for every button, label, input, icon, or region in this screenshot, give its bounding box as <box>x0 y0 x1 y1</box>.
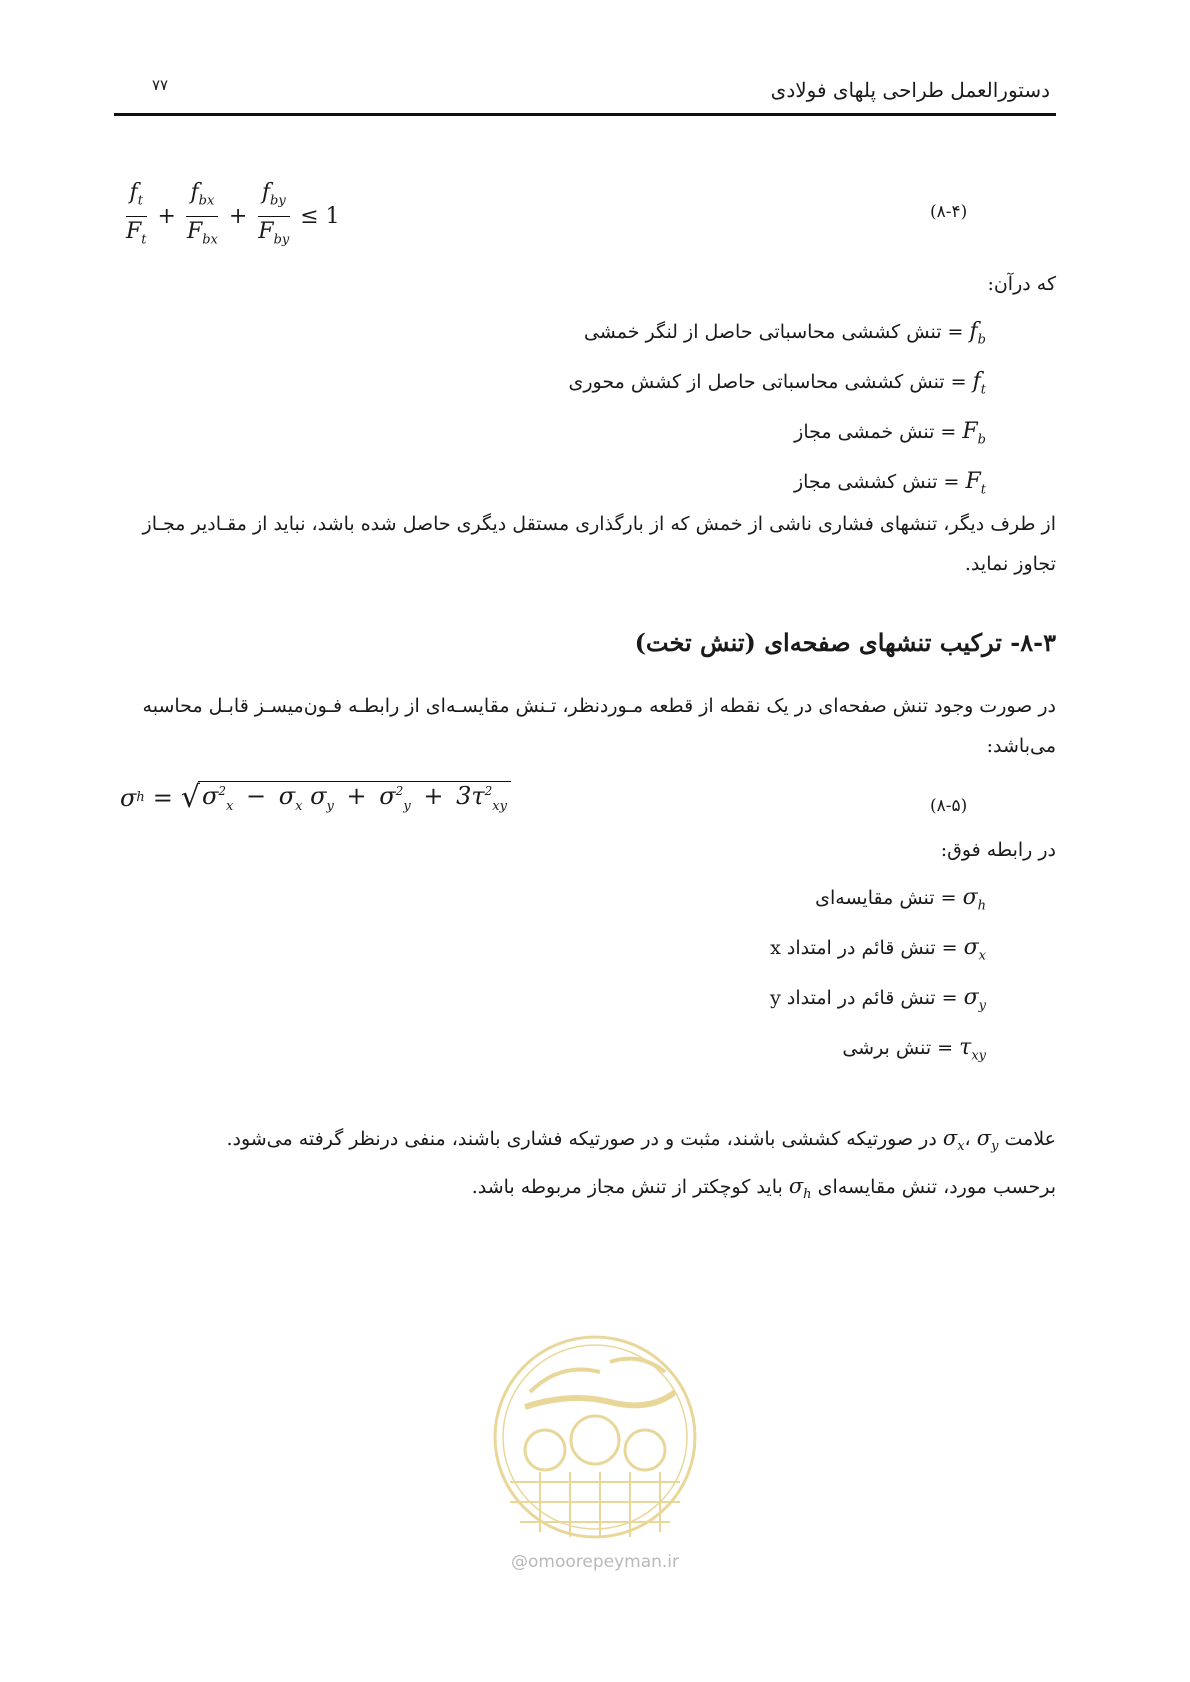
definition-sigma-x: $\sigma_x$ = تنش قائم در امتداد x <box>770 935 986 964</box>
sqrt-sign: √ <box>180 780 200 815</box>
fraction-ft-Ft: $\frac{f_t}{F_t}$ <box>126 180 147 248</box>
paragraph-von-mises-intro: در صورت وجود تنش صفحه‌ای در یک نقطه از قطعه مـوردنظر، تـنش مقایسـه‌ای از رابطـه فـون‌میسـز قابـل محاسبه می‌باشد: <box>142 695 1056 757</box>
watermark-logo <box>490 1332 700 1542</box>
above-relation-label: در رابطه فوق: <box>940 839 1056 861</box>
where-label: که درآن: <box>987 273 1056 295</box>
watermark-site-text: @omoorepeyman.ir <box>510 1552 680 1572</box>
definition-sigma-h: $\sigma_h$ = تنش مقایسه‌ای <box>815 885 986 914</box>
definition-sigma-y: $\sigma_y$ = تنش قائم در امتداد y <box>770 985 986 1014</box>
definition-fb: $f_b$ = تنش کششی محاسباتی حاصل از لنگر خمشی <box>583 319 986 348</box>
sqrt-radicand: $\sigma^2_x - \sigma_x$ $\sigma_y + \sigma^2_y + 3\tau^2_{xy}$ <box>198 781 511 814</box>
equation-number-2: (۸-۵) <box>930 796 968 816</box>
header-rule <box>114 113 1056 116</box>
paragraph-sign-convention: علامت $\sigma_x،$ $\sigma_y$ در صورتیکه کششی باشند، مثبت و در صورتیکه فشاری باشند، منفی درنظر گرفته می‌شود. <box>226 1126 1056 1155</box>
paragraph-compressive-stress: از طرف دیگر، تنشهای فشاری ناشی از خمش که از بارگذاری مستقل دیگری حاصل شده باشد، نباید از مقـادیر مجـاز تجاوز نماید. <box>142 513 1056 575</box>
equation-von-mises: σ h = √ $\sigma^2_x - \sigma_x$ $\sigma_y + \sigma^2_y + 3\tau^2_{xy}$ <box>120 780 511 815</box>
fraction-fbx-Fbx: $\frac{f_{bx}}{F_{bx}}$ <box>186 180 218 248</box>
definition-Fb: $F_b$ = تنش خمشی مجاز <box>794 419 986 448</box>
definition-ft: $f_t$ = تنش کششی محاسباتی حاصل از کشش محوری <box>568 369 986 398</box>
running-header-title: دستورالعمل طراحی پلهای فولادی <box>770 78 1050 102</box>
equation-number-1: (۸-۴) <box>930 202 968 222</box>
plus-operator: + <box>228 204 248 230</box>
plus-operator: + <box>157 204 176 230</box>
definition-Ft: $F_t$ = تنش کششی مجاز <box>793 469 986 498</box>
paragraph-allowable-check: برحسب مورد، تنش مقایسه‌ای $\sigma_h$ باید کوچکتر از تنش مجاز مربوطه باشد. <box>471 1174 1056 1203</box>
equation-combined-stress <box>118 178 343 256</box>
relation-leq-1: ≤ 1 <box>300 204 340 230</box>
fraction-fby-Fby: $\frac{f_{by}}{F_{by}}$ <box>258 180 290 248</box>
section-heading: ۸-۳- ترکیب تنشهای صفحه‌ای (تنش تخت) <box>634 628 1056 657</box>
page-number: ۷۷ <box>152 76 169 94</box>
definition-tau-xy: $\tau_{xy}$ = تنش برشی <box>842 1035 986 1064</box>
